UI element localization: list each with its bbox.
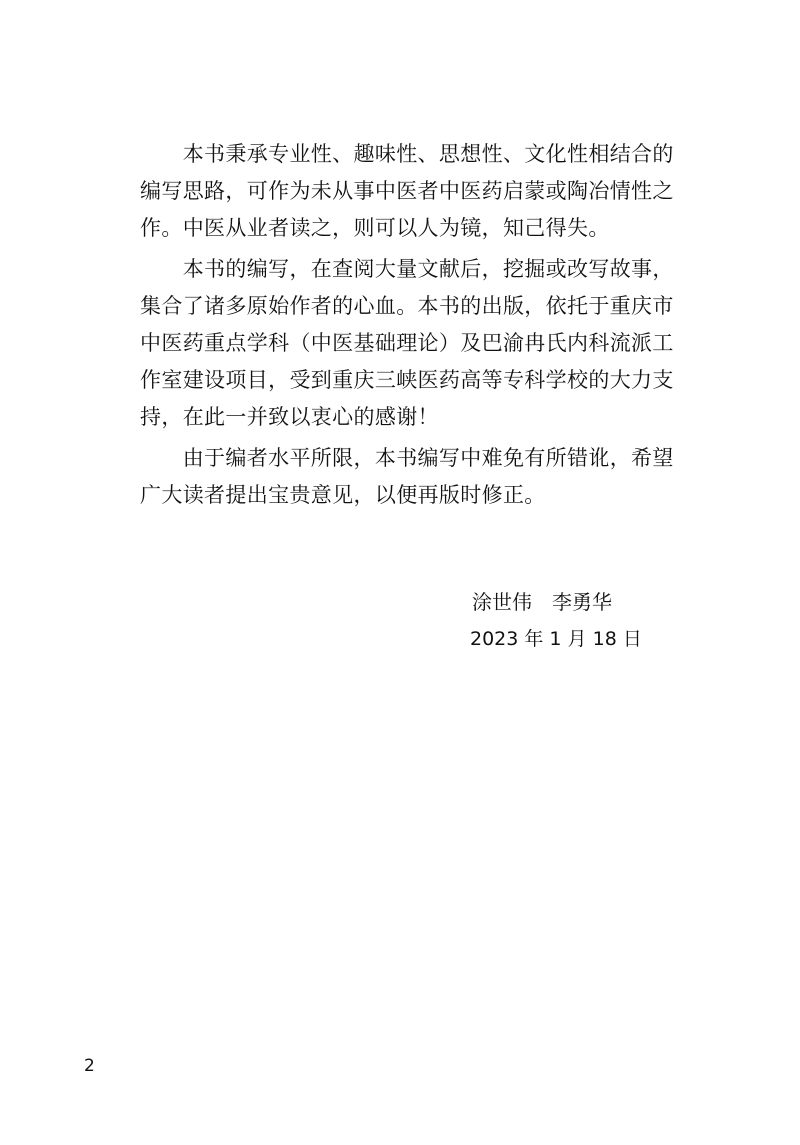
paragraph-line: 集合了诸多原始作者的心血。本书的出版，依托于重庆市 — [140, 294, 674, 318]
paragraph-1 — [140, 136, 674, 247]
paragraph-line: 由于编者水平所限，本书编写中难免有所错讹，希望 — [140, 446, 674, 470]
page-number: 2 — [84, 1056, 95, 1076]
preface-body — [140, 136, 674, 518]
paragraph-2 — [140, 251, 674, 436]
signature-date: 2023 年 1 月 18 日 — [470, 628, 642, 650]
paragraph-line: 持，在此一并致以衷心的感谢！ — [140, 405, 439, 429]
paragraph-line: 本书秉承专业性、趣味性、思想性、文化性相结合的 — [140, 142, 674, 166]
paragraph-line: 中医药重点学科（中医基础理论）及巴渝冉氏内科流派工 — [140, 331, 674, 355]
paragraph-line: 编写思路，可作为未从事中医者中医药启蒙或陶冶情性之 — [140, 179, 674, 203]
paragraph-line: 本书的编写，在查阅大量文献后，挖掘或改写故事， — [140, 257, 674, 281]
paragraph-line: 作室建设项目，受到重庆三峡医药高等专科学校的大力支 — [140, 368, 674, 392]
paragraph-3 — [140, 440, 674, 514]
signature-authors: 涂世伟 李勇华 — [472, 590, 612, 614]
paragraph-line: 作。中医从业者读之，则可以人为镜，知己得失。 — [140, 216, 610, 240]
paragraph-line: 广大读者提出宝贵意见，以便再版时修正。 — [140, 483, 546, 507]
